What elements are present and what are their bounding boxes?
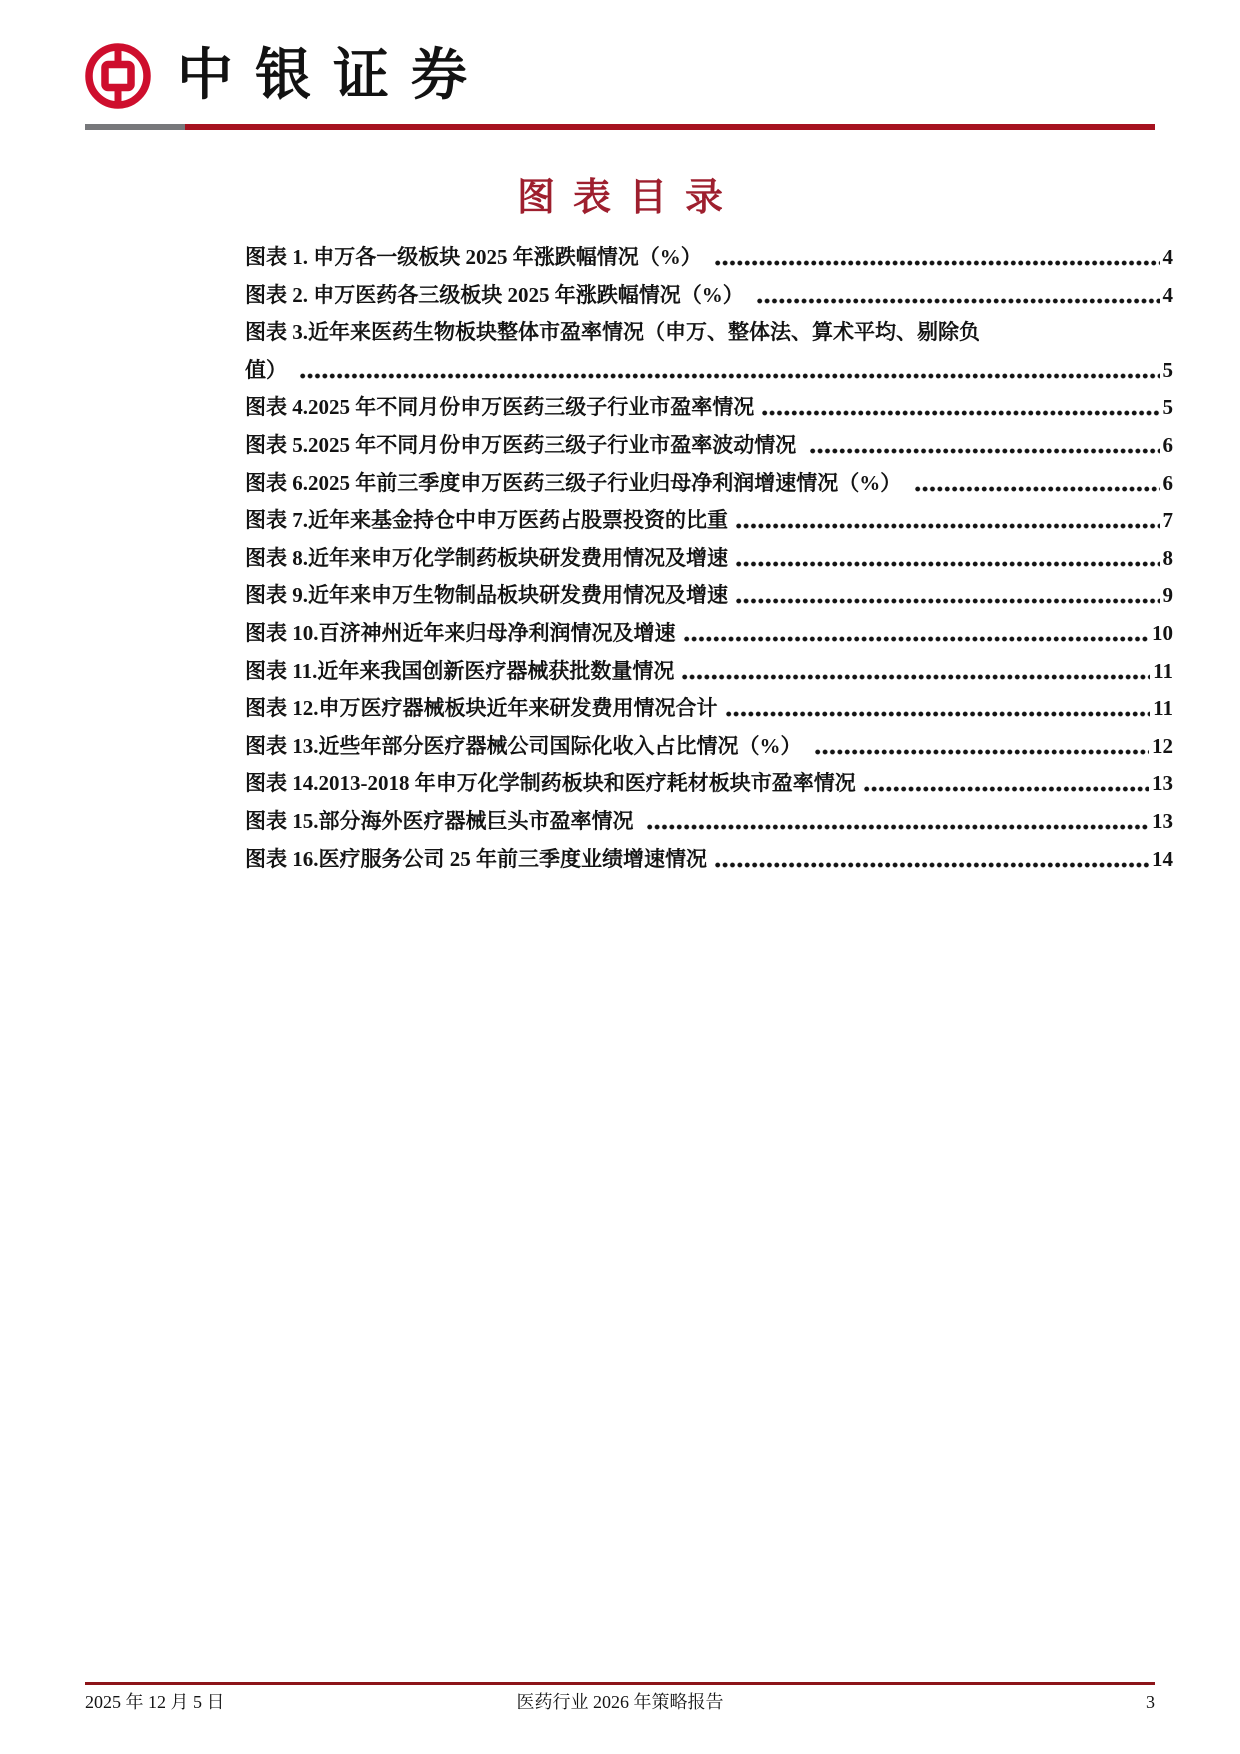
toc-leader-dots [814,728,1149,766]
toc-leader-dots [714,841,1149,879]
toc-entry-page: 5 [1162,395,1173,420]
toc-entry[interactable] [245,615,1173,653]
footer-divider [85,1682,1155,1685]
toc-entry[interactable] [245,841,1173,879]
toc-entry[interactable] [245,540,1173,578]
toc-entry-label: 图表 1. 申万各一级板块 2025 年涨跌幅情况（%） [245,245,707,269]
toc-entry-page: 7 [1162,508,1173,533]
toc-entry-page: 10 [1152,620,1173,645]
toc-entry-label: 图表 15.部分海外医疗器械巨头市盈率情况 [245,808,639,833]
toc-entry-page: 13 [1152,771,1173,796]
footer-report-title: 医药行业 2026 年策略报告 [516,1692,724,1712]
toc-entry-label: 图表 12.申万医疗器械板块近年来研发费用情况合计 [245,696,718,721]
header-divider-red-segment [185,124,1155,130]
toc-entry-page: 11 [1153,658,1173,683]
toc-entry-page: 14 [1152,846,1173,871]
toc-entry[interactable] [245,728,1173,766]
footer-page-number: 3 [1146,1692,1155,1712]
toc-entry-label-continuation: 值） [245,357,293,382]
toc-leader-dots [714,239,1160,277]
toc-leader-dots [725,690,1151,728]
toc-leader-dots [756,277,1160,315]
toc-entry[interactable] [245,765,1173,803]
toc-leader-dots [683,615,1150,653]
footer-date: 2025 年 12 月 5 日 [85,1692,225,1712]
toc-title: 图表目录 [516,177,741,219]
toc-leader-dots [646,803,1149,841]
toc-entry-page: 6 [1162,470,1173,495]
header-divider [85,124,1155,130]
toc-leader-dots [735,577,1160,615]
toc-leader-dots [299,352,1159,390]
toc-entry[interactable] [245,427,1173,465]
toc-entry-label: 图表 6.2025 年前三季度申万医药三级子行业归母净利润增速情况（%） [245,470,907,495]
toc-leader-dots [809,427,1160,465]
toc-entry-label: 图表 4.2025 年不同月份申万医药三级子行业市盈率情况 [245,395,755,420]
toc-entry-label: 图表 9.近年来申万生物制品板块研发费用情况及增速 [245,583,728,608]
toc-entry-label: 图表 13.近些年部分医疗器械公司国际化收入占比情况（%） [245,733,807,758]
toc-entry-page: 13 [1152,808,1173,833]
report-footer [85,1688,1155,1714]
toc-entry-label: 图表 10.百济神州近年来归母净利润情况及增速 [245,620,676,645]
toc-entry-label: 图表 3.近年来医药生物板块整体市盈率情况（申万、整体法、算术平均、剔除负 [245,320,980,345]
toc-entry[interactable] [245,239,1173,277]
toc-entry[interactable] [245,389,1173,427]
toc-leader-dots [735,502,1160,540]
toc-entry-page: 8 [1162,545,1173,570]
toc-entry[interactable] [245,314,1173,389]
toc-entry-label: 图表 2. 申万医药各三级板块 2025 年涨跌幅情况（%） [245,282,749,307]
boc-logo-icon [85,42,151,110]
brand-name: 中银证券 [177,45,489,107]
toc-entry[interactable] [245,803,1173,841]
toc-entry[interactable] [245,577,1173,615]
toc-entry[interactable] [245,690,1173,728]
toc-entry[interactable] [245,277,1173,315]
toc-entry-page: 11 [1153,696,1173,721]
toc-leader-dots [761,389,1159,427]
toc-entry[interactable] [245,502,1173,540]
toc-leader-dots [914,465,1160,503]
toc-entry-page: 4 [1162,282,1173,307]
toc-entry-label: 图表 11.近年来我国创新医疗器械获批数量情况 [245,658,675,683]
toc-entry-page: 5 [1162,357,1173,382]
toc-entry-label: 图表 8.近年来申万化学制药板块研发费用情况及增速 [245,545,728,570]
toc-entry-page: 12 [1152,733,1173,758]
toc-leader-dots [681,653,1150,691]
toc-entry-label: 图表 5.2025 年不同月份申万医药三级子行业市盈率波动情况 [245,432,802,457]
toc-entry-page: 4 [1162,245,1173,269]
toc-entry-page: 9 [1162,583,1173,608]
toc-leader-dots [735,540,1160,578]
figure-toc-list [245,239,1173,878]
toc-entry-label: 图表 7.近年来基金持仓中申万医药占股票投资的比重 [245,508,728,533]
toc-entry-label: 图表 16.医疗服务公司 25 年前三季度业绩增速情况 [245,846,707,871]
toc-leader-dots [863,765,1149,803]
report-header [85,42,489,110]
toc-entry-page: 6 [1162,432,1173,457]
toc-entry[interactable] [245,653,1173,691]
toc-entry-label: 图表 14.2013-2018 年申万化学制药板块和医疗耗材板块市盈率情况 [245,771,856,796]
header-divider-gray-segment [85,124,185,130]
toc-entry[interactable] [245,465,1173,503]
